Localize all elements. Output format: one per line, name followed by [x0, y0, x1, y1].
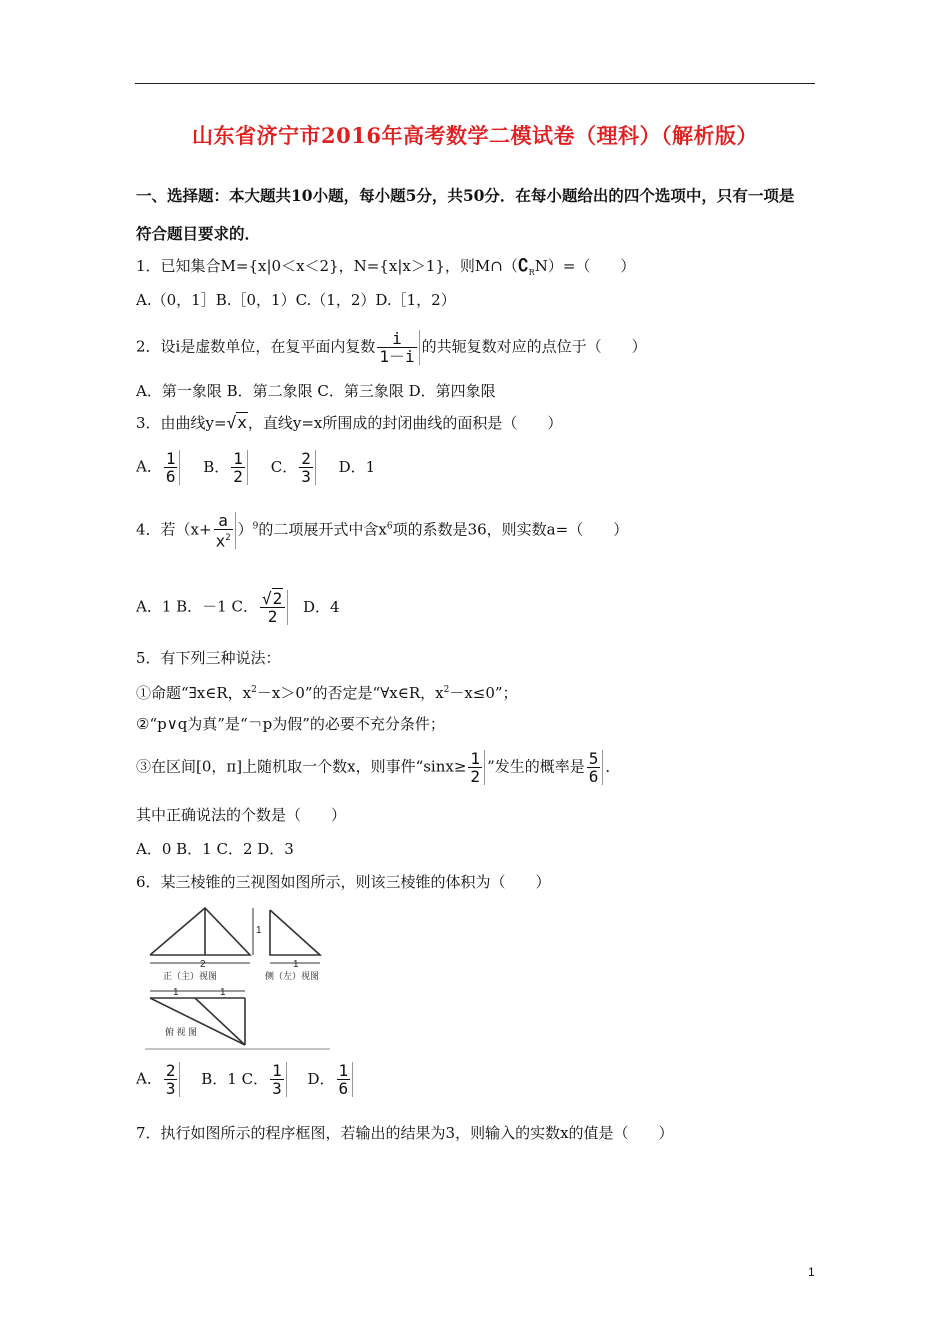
question-1-options: A.（0，1］B.［0，1）C.（1，2）D.［1，2） [136, 291, 456, 309]
question-2-stem: 2．设i是虚数单位，在复平面内复数 $\frac{i}{1-i}$ 的共轭复数对应的点位于（ ） [136, 329, 647, 366]
question-4-stem: 4．若（x+ $\frac{a}{x^2}$ ）$^9$的二项展开式中含$x^6$项的系数是36，则实数a=（ ） [136, 511, 629, 551]
question-6-options: A． $\frac{2}{3}$ B．1 C． $\frac{1}{3}$ D． $\frac{1}{6}$ [136, 1062, 355, 1097]
side-view-caption: 侧（左）视图 [265, 971, 320, 981]
question-3-stem: 3．由曲线y=√x，直线y=x所围成的封闭曲线的面积是（ ） [136, 413, 563, 432]
top-len-1-label: 1 [173, 987, 179, 998]
page-number: 1 [808, 1265, 815, 1279]
question-5-statement-2: ②“p∨q为真”是“￢p为假”的必要不充分条件； [136, 715, 445, 733]
question-7-stem: 7．执行如图所示的程序框图，若输出的结果为3，则输入的实数x的值是（ ） [136, 1124, 674, 1142]
height-label: 1 [256, 925, 262, 936]
question-5-stem: 5．有下列三种说法： [136, 649, 281, 667]
question-5-options: A．0 B．1 C．2 D．3 [136, 840, 294, 858]
question-3-options: A． $\frac{1}{6}$ B． $\frac{1}{2}$ C． $\frac{2}{3}$ D．1 [136, 449, 376, 486]
top-view-caption: 俯 视 图 [165, 1027, 198, 1037]
question-5-statement-3: ③在区间[0，π]上随机取一个数x，则事件“sinx≥ $\frac{1}{2}$ ”发生的概率是 $\frac{5}{6}$ ． [136, 749, 621, 786]
front-width-label: 2 [200, 959, 206, 970]
three-view-figure [145, 905, 330, 1050]
section-heading-line2: 符合题目要求的． [136, 224, 261, 243]
front-view-caption: 正（主）视图 [163, 971, 218, 981]
header-rule [135, 83, 815, 84]
document-title: 山东省济宁市2016年高考数学二模试卷（理科）（解析版） [192, 123, 758, 148]
side-width-label: 1 [293, 959, 299, 970]
section-heading-line1: 一、选择题：本大题共10小题，每小题5分，共50分．在每小题给出的四个选项中，只有一项是 [136, 186, 795, 205]
question-2-options: A．第一象限 B．第二象限 C．第三象限 D．第四象限 [136, 382, 496, 400]
top-len-2-label: 1 [220, 987, 226, 998]
question-5-statement-1: ①命题“∃x∈R，$x^2-x>0$”的否定是“∀x∈R，$x^2-x\le 0$”； [136, 684, 518, 702]
question-4-options: A．1 B．－1 C． $\frac{√2}{2}$ D．4 [136, 589, 340, 626]
fraction: $\frac{i}{1-i}$ [377, 330, 419, 365]
question-1-stem: 1．已知集合M={x|0＜x＜2}，N={x|x＞1}，则$M\cap(∁_RN)=$（ ） [136, 256, 636, 277]
sqrt: √x [226, 413, 247, 432]
question-6-stem: 6．某三棱锥的三视图如图所示，则该三棱锥的体积为（ ） [136, 873, 551, 891]
question-5-ask: 其中正确说法的个数是（ ） [136, 806, 347, 824]
